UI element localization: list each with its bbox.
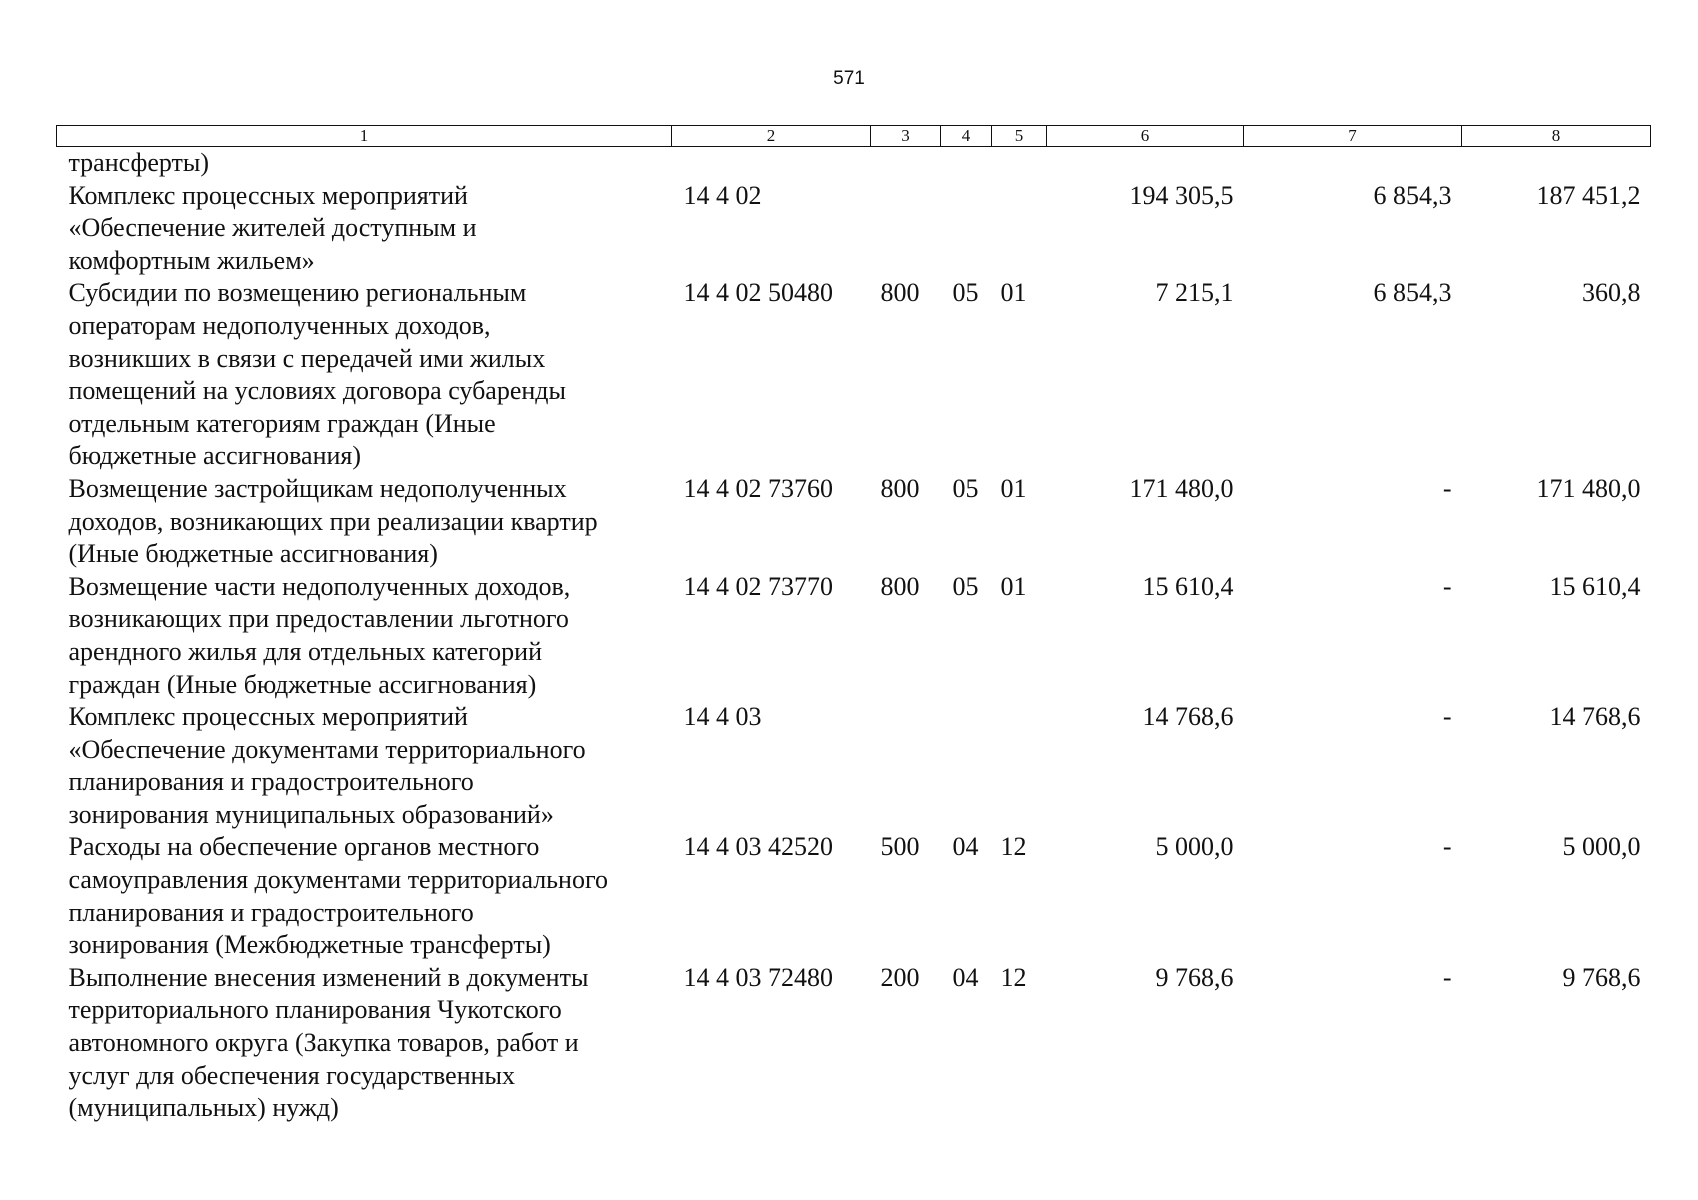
row-name-line: арендного жилья для отдельных категорий — [68, 636, 542, 666]
column-header: 7 — [1244, 126, 1462, 147]
row-code: 14 4 03 — [683, 702, 762, 732]
table-row — [57, 701, 1651, 831]
row-name-line: (муниципальных) нужд) — [68, 1093, 339, 1123]
row-total: 7 215,1 — [1155, 278, 1234, 308]
row-federal: 6 854,3 — [1373, 278, 1452, 308]
column-header: 1 — [57, 126, 672, 147]
table-row — [57, 831, 1651, 961]
row-name-line: планирования и градостроительного — [68, 897, 474, 927]
column-header: 6 — [1047, 126, 1244, 147]
row-section: 04 — [952, 832, 979, 862]
row-federal: - — [1442, 473, 1452, 503]
row-regional: 5 000,0 — [1562, 832, 1641, 862]
row-name-line: услуг для обеспечения государственных — [68, 1060, 516, 1090]
row-federal: - — [1442, 962, 1452, 992]
row-subsection — [992, 701, 1047, 831]
row-regional: 171 480,0 — [1536, 473, 1641, 503]
row-regional: 15 610,4 — [1549, 571, 1641, 601]
row-federal: - — [1442, 702, 1452, 732]
row-expense-type: 500 — [880, 832, 920, 862]
row-code: 14 4 02 73760 — [683, 473, 833, 503]
row-name-line: самоуправления документами территориального — [68, 865, 608, 895]
row-total: 5 000,0 — [1155, 832, 1234, 862]
row-name-line: планирования и градостроительного — [68, 767, 474, 797]
row-section — [941, 147, 992, 180]
row-expense-type — [871, 701, 941, 831]
row-name — [57, 473, 672, 571]
row-name-line: возникающих при предоставлении льготного — [68, 604, 569, 634]
row-expense-type: 800 — [880, 473, 920, 503]
row-regional: 14 768,6 — [1549, 702, 1641, 732]
row-federal — [1244, 147, 1462, 180]
table-row — [57, 473, 1651, 571]
row-name — [57, 962, 672, 1125]
row-regional: 9 768,6 — [1562, 962, 1641, 992]
table-row — [57, 571, 1651, 701]
row-expense-type — [871, 180, 941, 278]
row-code: 14 4 03 72480 — [683, 962, 833, 992]
row-name-line: помещений на условиях договора субаренды — [68, 376, 566, 406]
column-header: 4 — [941, 126, 992, 147]
row-name-line: комфортным жильем» — [68, 245, 315, 275]
row-regional — [1462, 147, 1651, 180]
row-section: 05 — [952, 571, 979, 601]
row-name-line: автономного округа (Закупка товаров, работ и — [68, 1028, 579, 1058]
row-name — [57, 147, 672, 180]
row-regional: 187 451,2 — [1536, 180, 1641, 210]
row-subsection — [992, 180, 1047, 278]
row-name-line: трансферты) — [68, 148, 210, 177]
row-name-line: «Обеспечение документами территориального — [68, 734, 586, 764]
table-row — [57, 962, 1651, 1125]
row-name-line: Субсидии по возмещению региональным — [68, 278, 527, 308]
row-name-line: (Иные бюджетные ассигнования) — [68, 539, 438, 569]
table-row — [57, 277, 1651, 473]
row-name — [57, 571, 672, 701]
row-subsection: 01 — [1000, 473, 1027, 503]
row-total: 14 768,6 — [1142, 702, 1234, 732]
row-section — [941, 180, 992, 278]
budget-table — [56, 125, 1651, 1125]
row-code: 14 4 02 — [683, 180, 762, 210]
row-federal: - — [1442, 571, 1452, 601]
row-name-line: отдельным категориям граждан (Иные — [68, 408, 496, 438]
row-name-line: Возмещение части недополученных доходов, — [68, 571, 571, 601]
row-expense-type: 800 — [880, 571, 920, 601]
row-total: 194 305,5 — [1129, 180, 1234, 210]
row-name — [57, 831, 672, 961]
row-name — [57, 277, 672, 473]
row-expense-type — [871, 147, 941, 180]
row-name-line: Выполнение внесения изменений в документы — [68, 962, 589, 992]
row-federal: 6 854,3 — [1373, 180, 1452, 210]
row-name-line: зонирования муниципальных образований» — [68, 799, 554, 829]
row-total — [1047, 147, 1244, 180]
table-body — [57, 147, 1651, 1125]
row-total: 171 480,0 — [1129, 473, 1234, 503]
row-total: 15 610,4 — [1142, 571, 1234, 601]
page-number: 571 — [833, 68, 865, 89]
table-row — [57, 180, 1651, 278]
row-code: 14 4 02 73770 — [683, 571, 833, 601]
row-section — [941, 701, 992, 831]
row-name-line: Комплекс процессных мероприятий — [68, 702, 468, 732]
row-code — [672, 147, 871, 180]
row-name-line: операторам недополученных доходов, — [68, 310, 491, 340]
row-code: 14 4 02 50480 — [683, 278, 833, 308]
row-section: 05 — [952, 473, 979, 503]
column-header: 5 — [992, 126, 1047, 147]
row-name-line: «Обеспечение жителей доступным и — [68, 213, 477, 243]
row-name-line: граждан (Иные бюджетные ассигнования) — [68, 669, 537, 699]
row-name — [57, 180, 672, 278]
row-expense-type: 800 — [880, 278, 920, 308]
column-number-header — [57, 126, 1651, 147]
row-federal: - — [1442, 832, 1452, 862]
row-name-line: бюджетные ассигнования) — [68, 441, 362, 471]
row-subsection: 12 — [1000, 962, 1027, 992]
row-regional: 360,8 — [1582, 278, 1641, 308]
row-total: 9 768,6 — [1155, 962, 1234, 992]
row-name — [57, 701, 672, 831]
row-subsection: 12 — [1000, 832, 1027, 862]
row-name-line: Расходы на обеспечение органов местного — [68, 832, 540, 862]
row-code: 14 4 03 42520 — [683, 832, 833, 862]
row-subsection — [992, 147, 1047, 180]
column-header: 3 — [871, 126, 941, 147]
row-name-line: Комплекс процессных мероприятий — [68, 180, 468, 210]
row-section: 04 — [952, 962, 979, 992]
row-subsection: 01 — [1000, 571, 1027, 601]
column-header: 8 — [1462, 126, 1651, 147]
row-name-line: возникших в связи с передачей ими жилых — [68, 343, 546, 373]
row-section: 05 — [952, 278, 979, 308]
column-header: 2 — [672, 126, 871, 147]
row-expense-type: 200 — [880, 962, 920, 992]
row-name-line: территориального планирования Чукотского — [68, 995, 562, 1025]
row-subsection: 01 — [1000, 278, 1027, 308]
table-row — [57, 147, 1651, 180]
row-name-line: зонирования (Межбюджетные трансферты) — [68, 930, 551, 960]
row-name-line: доходов, возникающих при реализации квартир — [68, 506, 598, 536]
row-name-line: Возмещение застройщикам недополученных — [68, 473, 567, 503]
